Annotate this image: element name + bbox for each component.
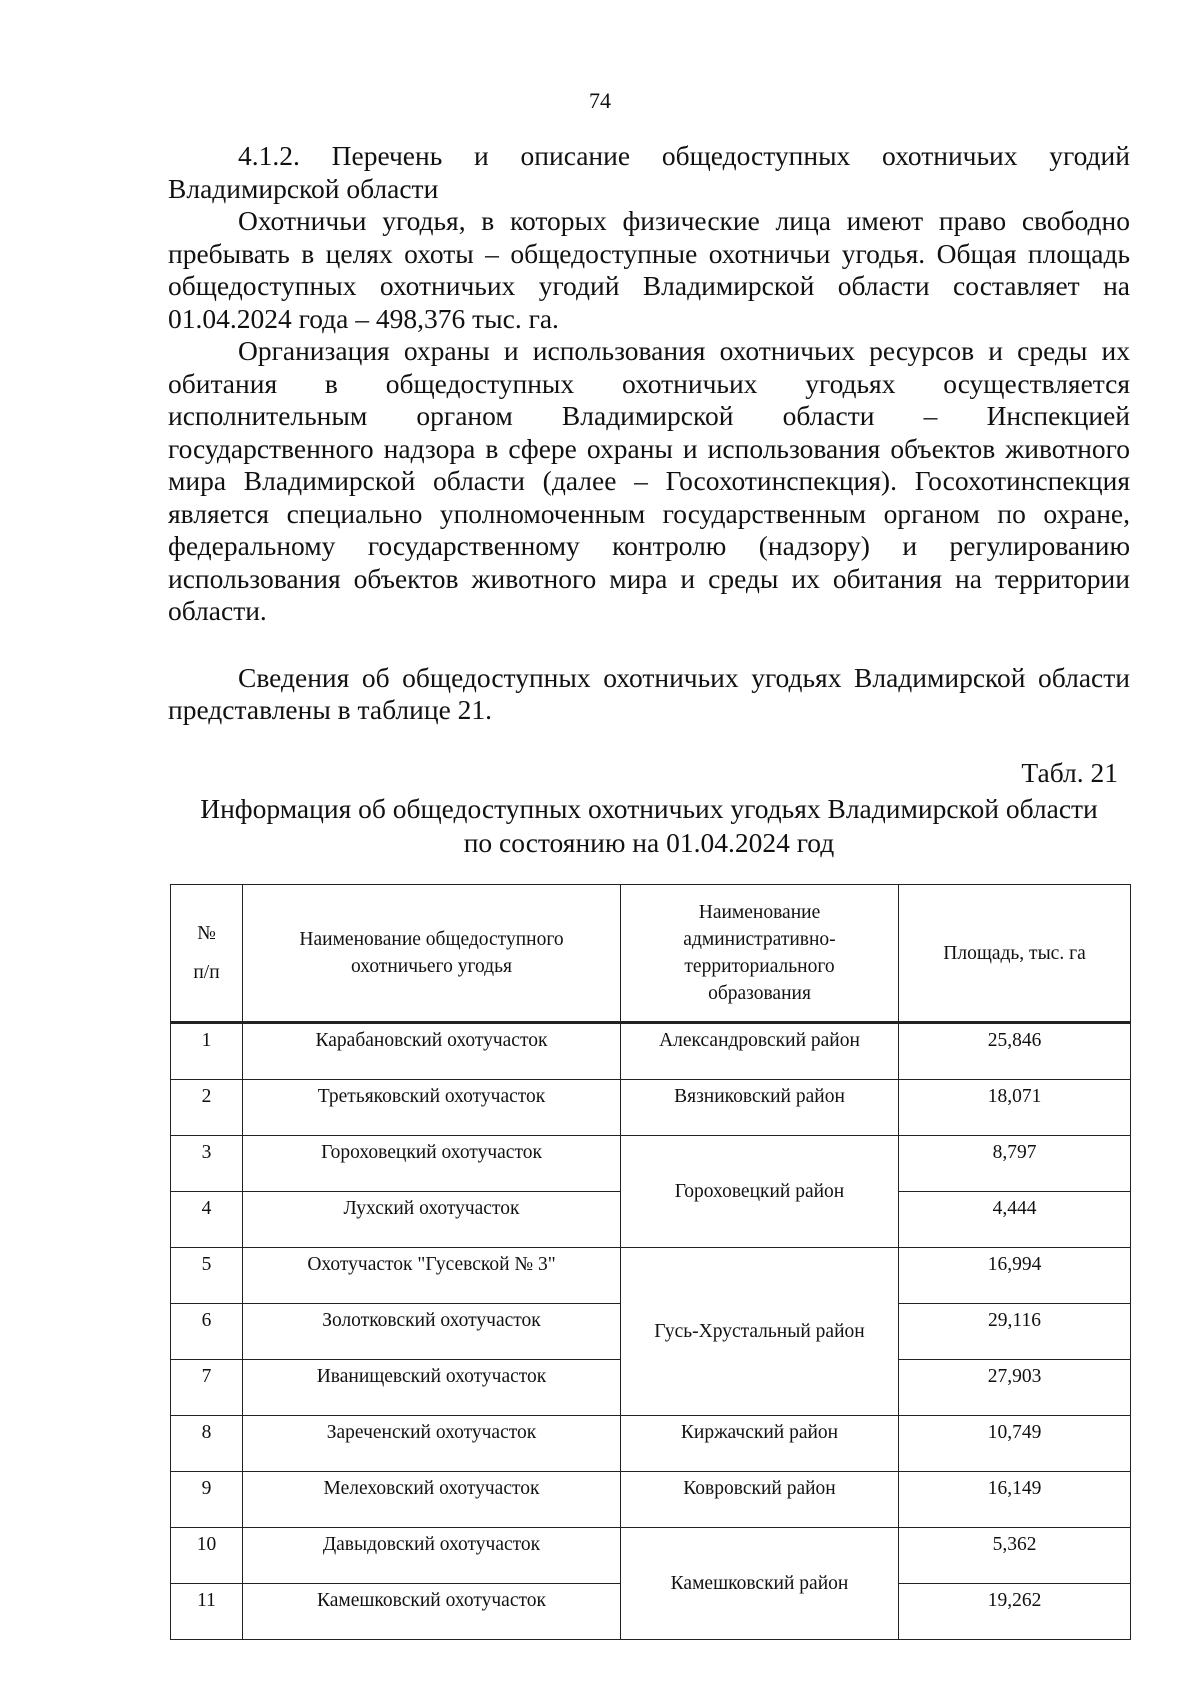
header-number-symbol: № [197,923,216,944]
row-land-name: Золотковский охотучасток [243,1304,621,1360]
table-row [171,1136,1131,1192]
table-row [171,1248,1131,1304]
paragraph-public-lands: Охотничьи угодья, в которых физические лица имеют право свободно пребывать в целях охоты – общедоступные охотничьи угодья. Общая площадь общедоступных охотничьих угодий Владимирской области составляет на 01.04.2024 года – 498,376 тыс. га. [168,205,1130,334]
row-number: 3 [171,1136,243,1192]
row-area: 25,846 [899,1023,1131,1080]
row-land-name: Гороховецкий охотучасток [243,1136,621,1192]
table-row [171,1528,1131,1584]
row-number: 2 [171,1080,243,1136]
row-number: 9 [171,1472,243,1528]
row-land-name: Камешковский охотучасток [243,1584,621,1640]
paragraph-organization: Организация охраны и использования охотничьих ресурсов и среды их обитания в общедоступных охотничьих угодьях осуществляется исполнительным органом Владимирской области – Инспекцией государственного надзора в сфере охраны и использования объектов животного мира Владимирской области (далее – Госохотинспекция). Госохотинспекция является специально уполномоченным государственным органом по охране, федеральному государственному контролю (надзору) и регулированию использования объектов животного мира и среды их обитания на территории области. [168,335,1130,626]
row-area: 10,749 [899,1416,1131,1472]
row-district: Гусь-Хрустальный район [621,1248,899,1416]
table-row [171,1023,1131,1080]
header-area: Площадь, тыс. га [899,885,1131,1023]
header-number-label: п/п [193,962,220,983]
page-number: 74 [589,88,611,113]
header-number [171,885,243,1023]
paragraph-table-reference: Сведения об общедоступных охотничьих угодьях Владимирской области представлены в таблице 21. [168,661,1130,725]
row-land-name: Третьяковский охотучасток [243,1080,621,1136]
row-area: 19,262 [899,1584,1131,1640]
row-area: 16,994 [899,1248,1131,1304]
table-row [171,1472,1131,1528]
row-number: 1 [171,1023,243,1080]
table-header-row [171,885,1131,1023]
row-area: 18,071 [899,1080,1131,1136]
row-number: 8 [171,1416,243,1472]
row-district: Александровский район [621,1023,899,1080]
table-label: Табл. 21 [1021,757,1118,788]
table-row [171,1416,1131,1472]
row-land-name: Иванищевский охотучасток [243,1360,621,1416]
row-district: Камешковский район [621,1528,899,1640]
row-district: Ковровский район [621,1472,899,1528]
row-land-name: Лухский охотучасток [243,1192,621,1248]
table-title-line1: Информация об общедоступных охотничьих угодьях Владимирской области [200,793,1098,824]
section-heading: 4.1.2. Перечень и описание общедоступных охотничьих угодий [238,140,1130,171]
header-district: Наименование административно-территориального образования [621,885,899,1023]
row-land-name: Зареченский охотучасток [243,1416,621,1472]
row-district: Гороховецкий район [621,1136,899,1248]
row-land-name: Мелеховский охотучасток [243,1472,621,1528]
row-number: 11 [171,1584,243,1640]
section-heading-continued: Владимирской области [168,172,439,204]
row-land-name: Давыдовский охотучасток [243,1528,621,1584]
row-number: 4 [171,1192,243,1248]
table-title [168,792,1130,860]
hunting-lands-table [170,884,1131,1640]
row-number: 10 [171,1528,243,1584]
row-number: 6 [171,1304,243,1360]
table-title-line2: по состоянию на 01.04.2024 год [463,827,835,858]
row-area: 8,797 [899,1136,1131,1192]
row-area: 5,362 [899,1528,1131,1584]
table-row [171,1080,1131,1136]
section-body [168,140,1130,727]
row-area: 4,444 [899,1192,1131,1248]
row-area: 29,116 [899,1304,1131,1360]
row-land-name: Охотучасток "Гусевской № 3" [243,1248,621,1304]
row-land-name: Карабановский охотучасток [243,1023,621,1080]
header-land-name: Наименование общедоступного охотничьего угодья [243,885,621,1023]
row-area: 16,149 [899,1472,1131,1528]
row-area: 27,903 [899,1360,1131,1416]
row-district: Киржачский район [621,1416,899,1472]
row-district: Вязниковский район [621,1080,899,1136]
row-number: 5 [171,1248,243,1304]
row-number: 7 [171,1360,243,1416]
